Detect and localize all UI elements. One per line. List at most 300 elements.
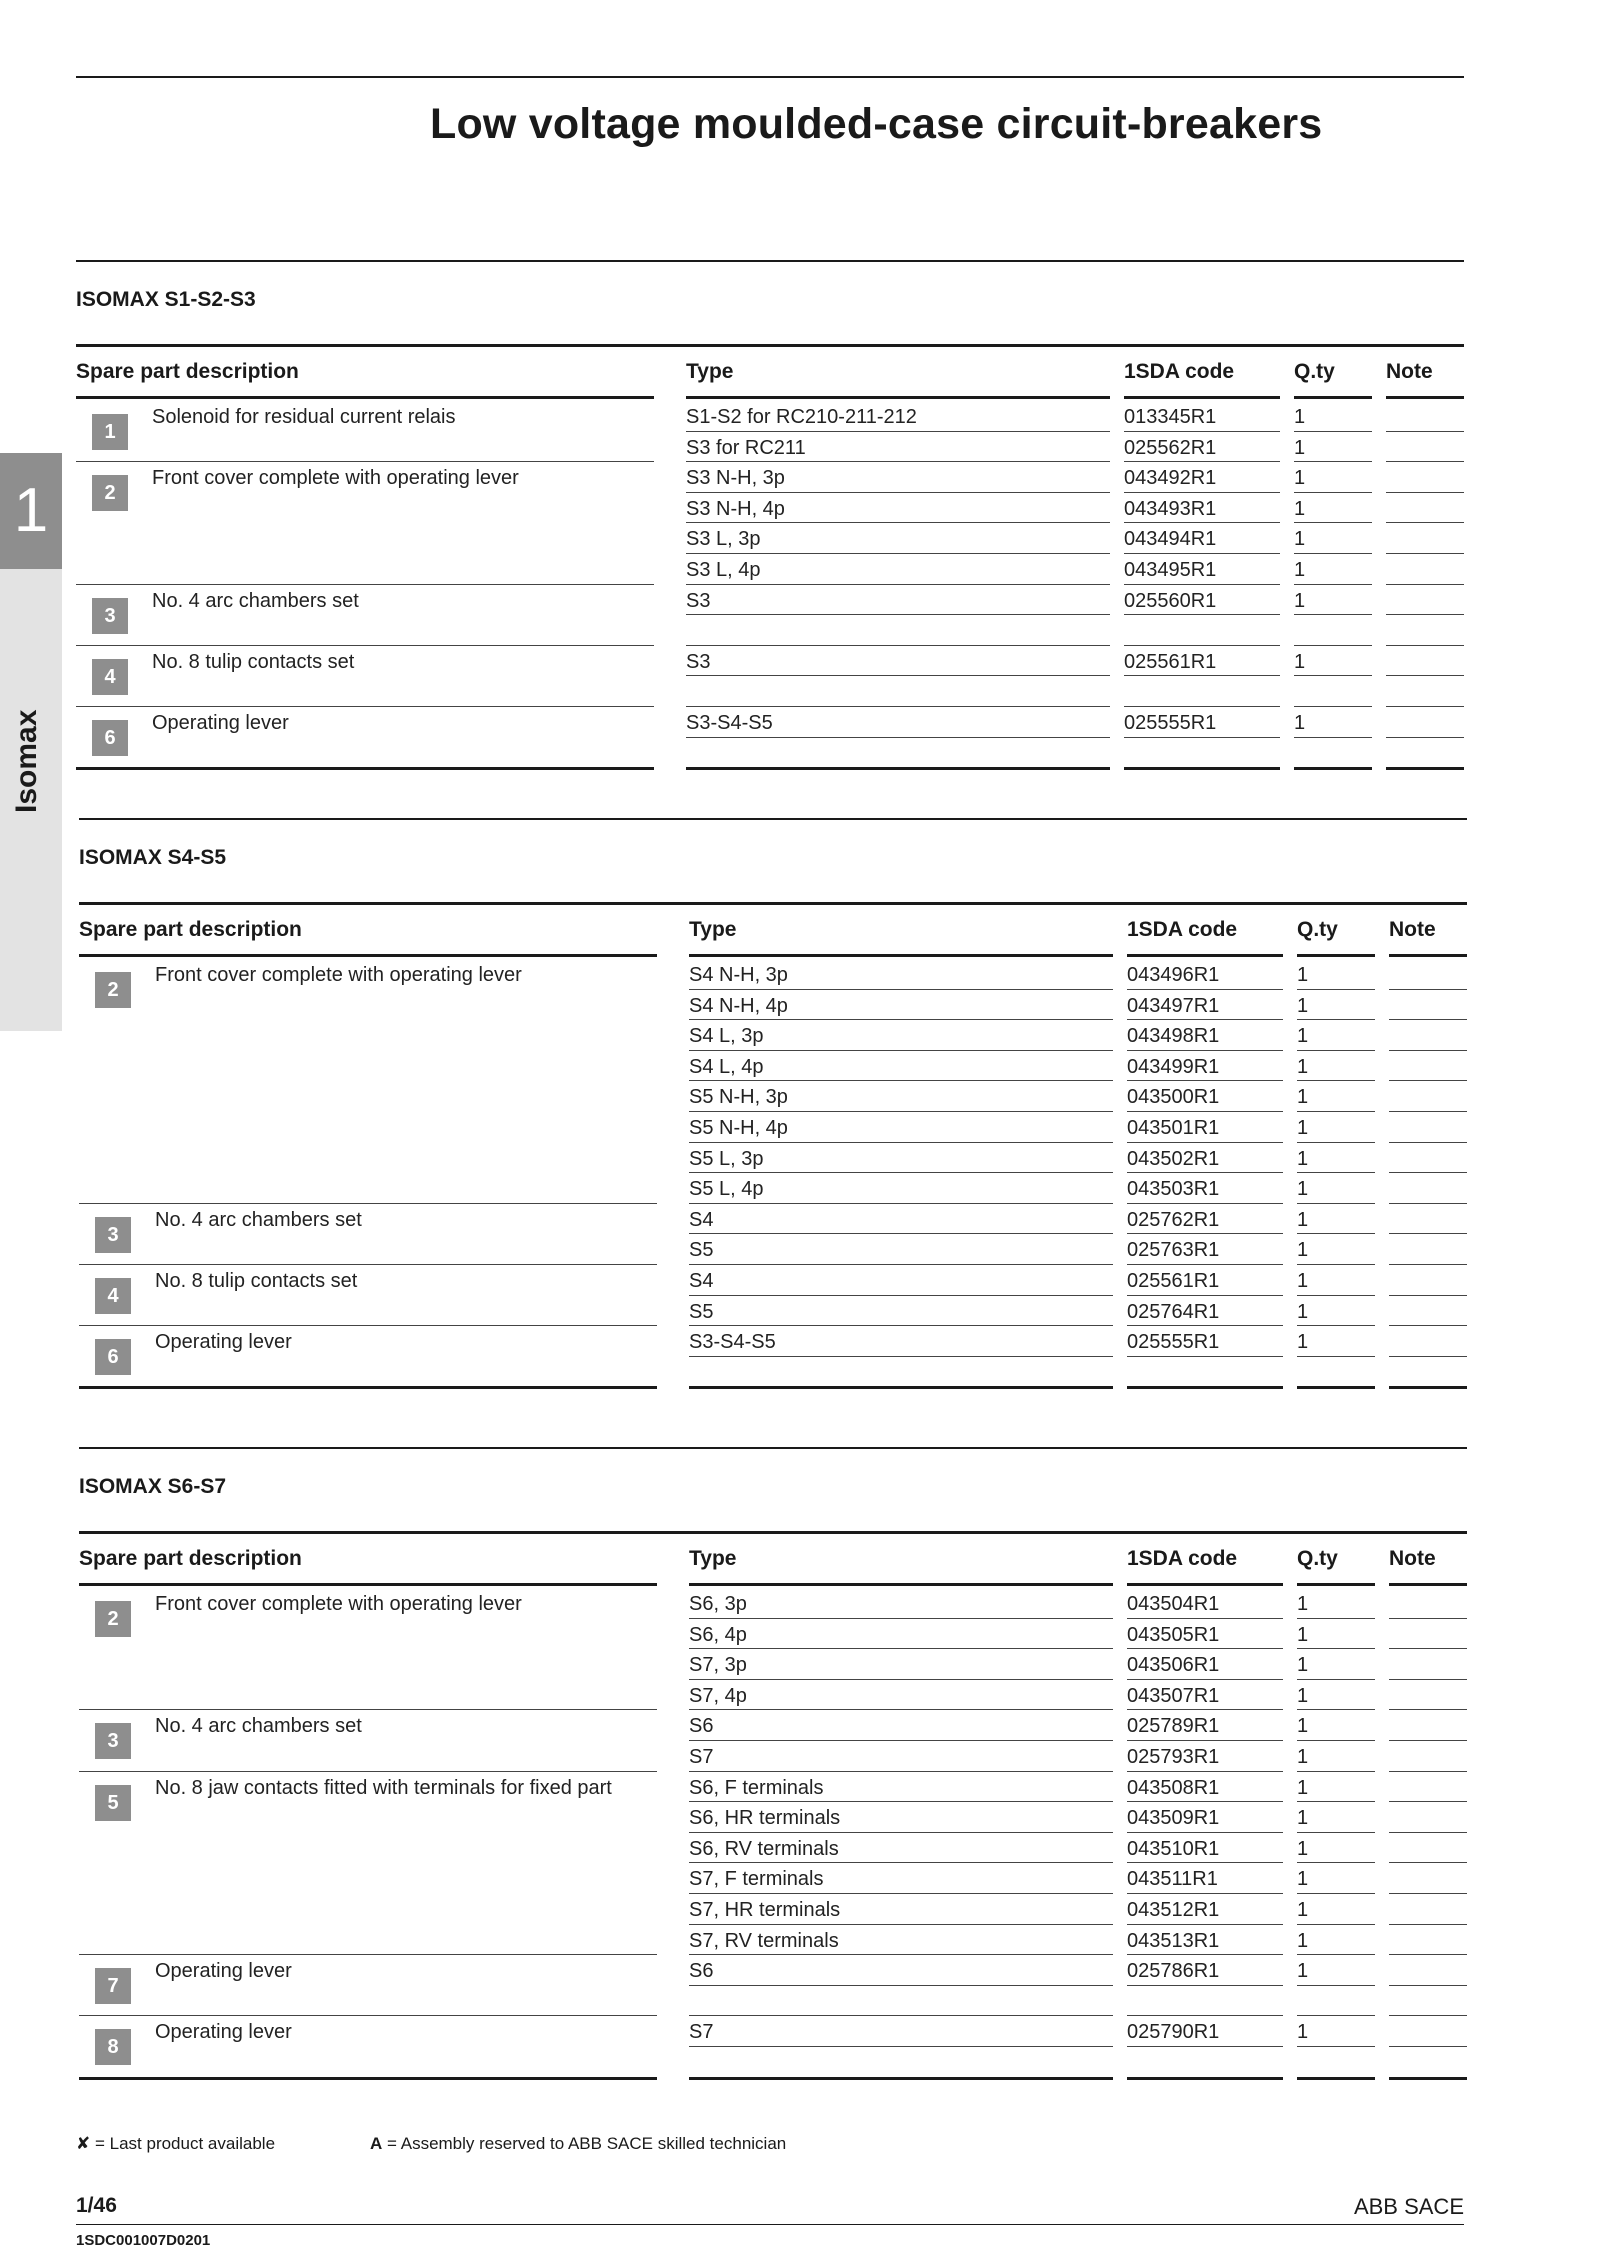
part-qty: 1 bbox=[1297, 1208, 1309, 1231]
row-rule bbox=[1389, 1648, 1467, 1649]
row-rule bbox=[1389, 1618, 1467, 1619]
column-header-description: Spare part description bbox=[79, 1547, 302, 1570]
row-rule bbox=[1297, 1264, 1375, 1265]
part-code: 025561R1 bbox=[1124, 650, 1217, 673]
part-type: S7, 3p bbox=[689, 1654, 747, 1677]
part-qty: 1 bbox=[1297, 1147, 1309, 1170]
row-rule bbox=[1389, 1111, 1467, 1112]
part-code: 025764R1 bbox=[1127, 1300, 1220, 1323]
column-header-underline bbox=[76, 396, 654, 399]
part-qty: 1 bbox=[1294, 712, 1306, 734]
row-rule bbox=[1386, 614, 1464, 615]
part-description: Operating lever bbox=[152, 712, 289, 734]
part-qty: 1 bbox=[1297, 1239, 1309, 1262]
part-qty: 1 bbox=[1297, 1746, 1309, 1768]
group-rule bbox=[76, 767, 654, 770]
row-rule bbox=[1297, 1648, 1375, 1649]
last-product-symbol: ✘ bbox=[76, 2134, 91, 2153]
row-rule bbox=[1386, 492, 1464, 493]
row-rule bbox=[1127, 1203, 1283, 1204]
column-header-underline bbox=[689, 954, 1113, 957]
row-rule bbox=[1124, 522, 1280, 523]
part-code: 043497R1 bbox=[1127, 994, 1220, 1017]
row-rule bbox=[1127, 1679, 1283, 1680]
part-type: S5 bbox=[689, 1239, 714, 1262]
row-rule bbox=[1297, 989, 1375, 990]
part-type: S4 N-H, 4p bbox=[689, 994, 788, 1017]
part-number-badge: 2 bbox=[95, 1601, 131, 1637]
part-description: Operating lever bbox=[155, 1960, 292, 1983]
row-rule bbox=[1127, 1832, 1283, 1833]
part-code: 043493R1 bbox=[1124, 497, 1217, 520]
row-rule bbox=[1389, 1233, 1467, 1234]
column-header-underline bbox=[1294, 396, 1372, 399]
row-rule bbox=[1297, 1111, 1375, 1112]
row-rule bbox=[1297, 1356, 1375, 1357]
column-header-description: Spare part description bbox=[79, 918, 302, 941]
row-rule bbox=[1294, 461, 1372, 462]
column-header-underline bbox=[79, 1583, 657, 1586]
company-name: ABB SACE bbox=[1353, 2194, 1464, 2219]
row-rule bbox=[689, 1618, 1113, 1619]
footer-rule bbox=[76, 2224, 1464, 2225]
row-rule bbox=[1386, 767, 1464, 770]
part-code: 043507R1 bbox=[1127, 1684, 1220, 1707]
part-type: S4 bbox=[689, 1208, 714, 1231]
row-rule bbox=[686, 431, 1110, 432]
row-rule bbox=[1127, 1142, 1283, 1143]
row-rule bbox=[689, 1832, 1113, 1833]
row-rule bbox=[1297, 1618, 1375, 1619]
group-rule bbox=[79, 1771, 657, 1772]
row-rule bbox=[1297, 1019, 1375, 1020]
row-rule bbox=[1124, 492, 1280, 493]
row-rule bbox=[1297, 1142, 1375, 1143]
row-rule bbox=[1389, 1080, 1467, 1081]
row-rule bbox=[689, 1985, 1113, 1986]
part-code: 043511R1 bbox=[1127, 1868, 1218, 1891]
row-rule bbox=[1386, 584, 1464, 585]
group-rule bbox=[76, 645, 654, 646]
group-rule bbox=[79, 1386, 657, 1389]
row-rule bbox=[689, 2046, 1113, 2047]
part-type: S7, HR terminals bbox=[689, 1899, 841, 1921]
row-rule bbox=[1389, 1771, 1467, 1772]
column-header-underline bbox=[1127, 1583, 1283, 1586]
row-rule bbox=[1294, 492, 1372, 493]
row-rule bbox=[1389, 989, 1467, 990]
part-code: 025561R1 bbox=[1127, 1270, 1220, 1292]
row-rule bbox=[1127, 1924, 1283, 1925]
row-rule bbox=[1127, 1618, 1283, 1619]
part-description: Solenoid for residual current relais bbox=[152, 406, 456, 428]
row-rule bbox=[1124, 614, 1280, 615]
row-rule bbox=[1297, 2015, 1375, 2016]
row-rule bbox=[1389, 1893, 1467, 1894]
row-rule bbox=[1127, 1801, 1283, 1802]
row-rule bbox=[689, 1771, 1113, 1772]
row-rule bbox=[1386, 553, 1464, 554]
part-qty: 1 bbox=[1297, 1178, 1309, 1201]
header-rule bbox=[76, 344, 1464, 347]
row-rule bbox=[1386, 675, 1464, 676]
part-number-badge: 1 bbox=[92, 414, 128, 450]
row-rule bbox=[689, 1295, 1113, 1296]
top-rule bbox=[76, 76, 1464, 78]
part-qty: 1 bbox=[1297, 1837, 1309, 1860]
section-rule bbox=[79, 818, 1467, 820]
part-code: 043505R1 bbox=[1127, 1623, 1220, 1646]
part-description: No. 8 tulip contacts set bbox=[152, 650, 355, 673]
part-type: S7 bbox=[689, 2021, 714, 2044]
row-rule bbox=[686, 553, 1110, 554]
column-header-code: 1SDA code bbox=[1127, 1547, 1238, 1570]
part-number-badge: 2 bbox=[92, 475, 128, 511]
part-qty: 1 bbox=[1297, 1960, 1309, 1983]
part-qty: 1 bbox=[1297, 1684, 1309, 1707]
part-qty: 1 bbox=[1297, 994, 1309, 1017]
row-rule bbox=[686, 737, 1110, 738]
row-rule bbox=[686, 645, 1110, 646]
row-rule bbox=[1389, 2015, 1467, 2016]
row-rule bbox=[1389, 1679, 1467, 1680]
column-header-qty: Q.ty bbox=[1297, 918, 1338, 941]
row-rule bbox=[1127, 1386, 1283, 1389]
row-rule bbox=[1297, 1862, 1375, 1863]
part-code: 043498R1 bbox=[1127, 1025, 1220, 1048]
part-code: 043500R1 bbox=[1127, 1086, 1220, 1109]
part-code: 043495R1 bbox=[1124, 559, 1217, 581]
row-rule bbox=[689, 1172, 1113, 1173]
part-type: S6, HR terminals bbox=[689, 1807, 841, 1830]
row-rule bbox=[1124, 553, 1280, 554]
part-code: 043510R1 bbox=[1127, 1837, 1220, 1860]
section-title: ISOMAX S4-S5 bbox=[79, 846, 227, 869]
row-rule bbox=[1389, 1740, 1467, 1741]
part-description: No. 4 arc chambers set bbox=[155, 1208, 362, 1231]
column-header-underline bbox=[1389, 954, 1467, 957]
part-type: S4 L, 3p bbox=[689, 1025, 764, 1048]
row-rule bbox=[1127, 1356, 1283, 1357]
column-header-underline bbox=[1124, 396, 1280, 399]
page-number: 1/46 bbox=[76, 2194, 117, 2217]
row-rule bbox=[689, 1954, 1113, 1955]
part-type: S5 bbox=[689, 1300, 714, 1323]
row-rule bbox=[1294, 614, 1372, 615]
row-rule bbox=[1127, 1111, 1283, 1112]
row-rule bbox=[1389, 1801, 1467, 1802]
column-header-note: Note bbox=[1389, 918, 1436, 941]
row-rule bbox=[1389, 1050, 1467, 1051]
row-rule bbox=[686, 767, 1110, 770]
row-rule bbox=[689, 1019, 1113, 1020]
row-rule bbox=[1294, 431, 1372, 432]
part-number-badge: 5 bbox=[95, 1785, 131, 1821]
row-rule bbox=[1297, 1771, 1375, 1772]
column-header-type: Type bbox=[689, 1547, 737, 1570]
part-number-badge: 3 bbox=[95, 1723, 131, 1759]
row-rule bbox=[1386, 645, 1464, 646]
part-description: Front cover complete with operating lever bbox=[155, 964, 522, 986]
row-rule bbox=[1127, 1295, 1283, 1296]
row-rule bbox=[1127, 1893, 1283, 1894]
row-rule bbox=[1389, 1325, 1467, 1326]
row-rule bbox=[1297, 1801, 1375, 1802]
part-code: 043506R1 bbox=[1127, 1654, 1220, 1677]
part-code: 043502R1 bbox=[1127, 1147, 1220, 1170]
group-rule bbox=[79, 1203, 657, 1204]
footnote-assembly bbox=[370, 2134, 786, 2154]
column-header-type: Type bbox=[686, 360, 734, 383]
part-type: S6, 3p bbox=[689, 1593, 747, 1615]
row-rule bbox=[1389, 1924, 1467, 1925]
part-code: 043504R1 bbox=[1127, 1593, 1220, 1615]
row-rule bbox=[1127, 1325, 1283, 1326]
row-rule bbox=[1386, 431, 1464, 432]
part-qty: 1 bbox=[1297, 1055, 1309, 1078]
row-rule bbox=[689, 2015, 1113, 2016]
row-rule bbox=[1127, 1264, 1283, 1265]
part-type: S3-S4-S5 bbox=[686, 712, 773, 734]
row-rule bbox=[1127, 989, 1283, 990]
row-rule bbox=[686, 614, 1110, 615]
part-qty: 1 bbox=[1297, 1300, 1309, 1323]
row-rule bbox=[1127, 1233, 1283, 1234]
row-rule bbox=[1294, 584, 1372, 585]
part-code: 043501R1 bbox=[1127, 1117, 1220, 1139]
row-rule bbox=[1297, 1386, 1375, 1389]
row-rule bbox=[1297, 2077, 1375, 2080]
document-code: 1SDC001007D0201 bbox=[76, 2232, 211, 2249]
row-rule bbox=[1294, 675, 1372, 676]
row-rule bbox=[1297, 1954, 1375, 1955]
row-rule bbox=[1127, 1771, 1283, 1772]
row-rule bbox=[1386, 706, 1464, 707]
row-rule bbox=[1389, 1264, 1467, 1265]
row-rule bbox=[686, 675, 1110, 676]
part-description: Front cover complete with operating lever bbox=[155, 1593, 522, 1615]
row-rule bbox=[1127, 2046, 1283, 2047]
assembly-symbol: A bbox=[370, 2134, 383, 2153]
chapter-tab bbox=[0, 453, 62, 1031]
row-rule bbox=[689, 1325, 1113, 1326]
part-qty: 1 bbox=[1297, 2021, 1309, 2044]
part-description: No. 8 tulip contacts set bbox=[155, 1270, 358, 1292]
part-type: S3 bbox=[686, 650, 711, 673]
row-rule bbox=[689, 1050, 1113, 1051]
row-rule bbox=[686, 706, 1110, 707]
row-rule bbox=[1294, 706, 1372, 707]
row-rule bbox=[1127, 1985, 1283, 1986]
part-number-badge: 7 bbox=[95, 1968, 131, 2004]
row-rule bbox=[1389, 1295, 1467, 1296]
part-type: S7, RV terminals bbox=[689, 1929, 839, 1952]
row-rule bbox=[689, 1740, 1113, 1741]
part-type: S6, RV terminals bbox=[689, 1837, 839, 1860]
row-rule bbox=[1297, 1893, 1375, 1894]
row-rule bbox=[689, 1264, 1113, 1265]
part-code: 025555R1 bbox=[1127, 1331, 1220, 1354]
part-qty: 1 bbox=[1297, 1593, 1309, 1615]
group-rule bbox=[79, 1954, 657, 1955]
part-qty: 1 bbox=[1297, 1715, 1309, 1738]
part-type: S3 L, 3p bbox=[686, 528, 761, 551]
row-rule bbox=[689, 1356, 1113, 1357]
row-rule bbox=[1389, 1203, 1467, 1204]
row-rule bbox=[1124, 706, 1280, 707]
part-qty: 1 bbox=[1294, 436, 1306, 459]
row-rule bbox=[1294, 645, 1372, 646]
row-rule bbox=[1297, 1172, 1375, 1173]
part-type: S4 L, 4p bbox=[689, 1055, 764, 1078]
row-rule bbox=[1297, 1832, 1375, 1833]
part-qty: 1 bbox=[1294, 650, 1306, 673]
row-rule bbox=[689, 1801, 1113, 1802]
part-description: Front cover complete with operating lever bbox=[152, 467, 519, 490]
row-rule bbox=[1127, 1862, 1283, 1863]
row-rule bbox=[1389, 1832, 1467, 1833]
part-code: 043494R1 bbox=[1124, 528, 1217, 551]
row-rule bbox=[1389, 1862, 1467, 1863]
part-type: S7 bbox=[689, 1746, 714, 1768]
group-rule bbox=[79, 1325, 657, 1326]
part-code: 025560R1 bbox=[1124, 589, 1217, 612]
part-qty: 1 bbox=[1297, 1868, 1309, 1891]
part-qty: 1 bbox=[1297, 1623, 1309, 1646]
row-rule bbox=[689, 989, 1113, 990]
part-qty: 1 bbox=[1297, 1086, 1309, 1109]
row-rule bbox=[1127, 1740, 1283, 1741]
row-rule bbox=[1389, 1985, 1467, 1986]
row-rule bbox=[1294, 767, 1372, 770]
group-rule bbox=[79, 1264, 657, 1265]
column-header-underline bbox=[686, 396, 1110, 399]
column-header-type: Type bbox=[689, 918, 737, 941]
column-header-note: Note bbox=[1389, 1547, 1436, 1570]
part-code: 043512R1 bbox=[1127, 1899, 1220, 1921]
column-header-underline bbox=[79, 954, 657, 957]
row-rule bbox=[1297, 1050, 1375, 1051]
part-code: 025562R1 bbox=[1124, 436, 1217, 459]
chapter-label: Isomax bbox=[10, 709, 43, 813]
row-rule bbox=[1297, 1295, 1375, 1296]
row-rule bbox=[689, 1203, 1113, 1204]
row-rule bbox=[689, 1709, 1113, 1710]
part-type: S3-S4-S5 bbox=[689, 1331, 776, 1354]
row-rule bbox=[1389, 1019, 1467, 1020]
column-header-description: Spare part description bbox=[76, 360, 299, 383]
row-rule bbox=[1386, 461, 1464, 462]
part-code: 025763R1 bbox=[1127, 1239, 1220, 1262]
part-number-badge: 3 bbox=[95, 1217, 131, 1253]
row-rule bbox=[1294, 737, 1372, 738]
row-rule bbox=[1124, 584, 1280, 585]
row-rule bbox=[1127, 2077, 1283, 2080]
row-rule bbox=[1297, 2046, 1375, 2047]
part-code: 043499R1 bbox=[1127, 1055, 1220, 1078]
part-type: S5 N-H, 4p bbox=[689, 1117, 788, 1139]
row-rule bbox=[1127, 2015, 1283, 2016]
row-rule bbox=[1124, 645, 1280, 646]
group-rule bbox=[76, 584, 654, 585]
part-code: 043492R1 bbox=[1124, 467, 1217, 490]
row-rule bbox=[686, 492, 1110, 493]
part-qty: 1 bbox=[1297, 1331, 1309, 1354]
part-code: 043503R1 bbox=[1127, 1178, 1220, 1201]
row-rule bbox=[1127, 1080, 1283, 1081]
part-type: S6, 4p bbox=[689, 1623, 747, 1646]
row-rule bbox=[689, 1679, 1113, 1680]
row-rule bbox=[689, 1111, 1113, 1112]
row-rule bbox=[1389, 2046, 1467, 2047]
row-rule bbox=[1389, 2077, 1467, 2080]
group-rule bbox=[76, 461, 654, 462]
row-rule bbox=[1297, 1233, 1375, 1234]
column-header-note: Note bbox=[1386, 360, 1433, 383]
part-code: 025762R1 bbox=[1127, 1208, 1220, 1231]
column-header-underline bbox=[1127, 954, 1283, 957]
column-header-underline bbox=[1297, 954, 1375, 957]
row-rule bbox=[689, 1893, 1113, 1894]
part-qty: 1 bbox=[1297, 964, 1309, 986]
part-number-badge: 6 bbox=[92, 720, 128, 756]
part-type: S7, 4p bbox=[689, 1684, 747, 1707]
row-rule bbox=[1297, 1709, 1375, 1710]
row-rule bbox=[686, 522, 1110, 523]
assembly-text: = Assembly reserved to ABB SACE skilled technician bbox=[387, 2134, 787, 2153]
row-rule bbox=[1297, 1325, 1375, 1326]
part-description: No. 8 jaw contacts fitted with terminals for fixed part bbox=[155, 1776, 612, 1799]
part-number-badge: 2 bbox=[95, 972, 131, 1008]
part-type: S3 for RC211 bbox=[686, 436, 806, 459]
column-header-underline bbox=[1297, 1583, 1375, 1586]
row-rule bbox=[1127, 1050, 1283, 1051]
row-rule bbox=[1127, 1709, 1283, 1710]
part-qty: 1 bbox=[1294, 528, 1306, 551]
row-rule bbox=[689, 1233, 1113, 1234]
part-type: S3 N-H, 4p bbox=[686, 497, 785, 520]
row-rule bbox=[1389, 1709, 1467, 1710]
row-rule bbox=[1124, 431, 1280, 432]
part-code: 013345R1 bbox=[1124, 406, 1217, 428]
part-number-badge: 3 bbox=[92, 598, 128, 634]
row-rule bbox=[1124, 675, 1280, 676]
part-description: Operating lever bbox=[155, 2021, 292, 2044]
group-rule bbox=[79, 1709, 657, 1710]
row-rule bbox=[1389, 1386, 1467, 1389]
part-code: 025555R1 bbox=[1124, 712, 1217, 734]
part-number-badge: 8 bbox=[95, 2029, 131, 2065]
row-rule bbox=[1386, 522, 1464, 523]
row-rule bbox=[1386, 737, 1464, 738]
row-rule bbox=[1389, 1356, 1467, 1357]
row-rule bbox=[1297, 1080, 1375, 1081]
part-type: S3 L, 4p bbox=[686, 559, 761, 581]
last-product-text: = Last product available bbox=[94, 2134, 276, 2153]
header-rule bbox=[79, 1531, 1467, 1534]
row-rule bbox=[689, 1924, 1113, 1925]
part-number-badge: 6 bbox=[95, 1339, 131, 1375]
part-qty: 1 bbox=[1297, 1654, 1309, 1677]
part-code: 025789R1 bbox=[1127, 1715, 1220, 1738]
part-description: No. 4 arc chambers set bbox=[155, 1715, 362, 1738]
part-code: 025786R1 bbox=[1127, 1960, 1220, 1983]
part-type: S6, F terminals bbox=[689, 1776, 824, 1799]
part-type: S6 bbox=[689, 1960, 714, 1983]
part-type: S3 N-H, 3p bbox=[686, 467, 785, 490]
row-rule bbox=[689, 1080, 1113, 1081]
page-title: Low voltage moulded-case circuit-breakers bbox=[430, 100, 1323, 148]
